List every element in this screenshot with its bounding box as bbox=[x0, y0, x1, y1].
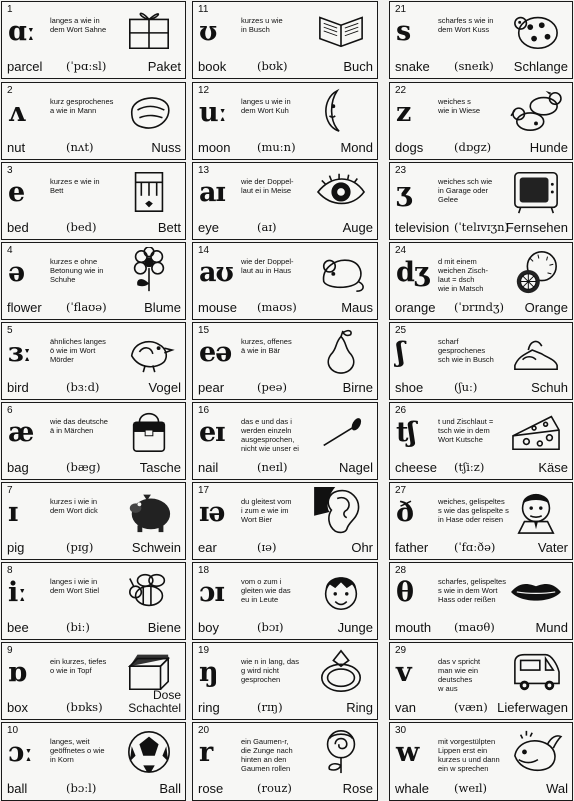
german-translation: Tasche bbox=[139, 460, 181, 475]
german-translation: Maus bbox=[341, 300, 373, 315]
ipa-transcription: (nʌt) bbox=[66, 140, 94, 154]
phoneme-card-11 bbox=[192, 1, 378, 79]
english-word: nail bbox=[198, 460, 219, 475]
german-translation: Paket bbox=[147, 59, 181, 74]
eye-icon bbox=[313, 167, 369, 215]
german-translation: Schwein bbox=[131, 540, 181, 555]
pronunciation-note: t und Zischlaut = tsch wie in dem Wort Kutsche bbox=[438, 417, 494, 444]
ipa-transcription: (bɔɪ) bbox=[257, 620, 284, 634]
card-number: 22 bbox=[395, 85, 407, 96]
phoneme-card-8 bbox=[1, 562, 186, 640]
german-translation: Bett bbox=[157, 220, 181, 235]
phoneme-card-28 bbox=[389, 562, 573, 640]
bag-icon bbox=[121, 407, 177, 455]
phoneme-card-26 bbox=[389, 402, 573, 480]
phoneme-card-30 bbox=[389, 722, 573, 801]
ipa-transcription: (aɪ) bbox=[257, 220, 277, 234]
ipa-transcription: (tʃiːz) bbox=[454, 460, 485, 474]
ipa-transcription: (neɪl) bbox=[257, 460, 288, 474]
ipa-transcription: (bʊk) bbox=[257, 59, 288, 73]
german-translation: Vater bbox=[537, 540, 568, 555]
card-number: 28 bbox=[395, 565, 407, 576]
phoneme-card-22 bbox=[389, 82, 573, 160]
ipa-transcription: (ˈpɑːsl) bbox=[66, 59, 107, 73]
english-word: ball bbox=[7, 781, 28, 796]
pronunciation-note: d mit einem weichen Zisch- laut = dsch wie in Matsch bbox=[438, 257, 489, 293]
phonetic-symbol: r bbox=[199, 737, 213, 768]
pronunciation-note: scharfes, gelispeltes s wie in dem Wort Hass oder reißen bbox=[438, 577, 506, 604]
phonetic-symbol: ʒ bbox=[396, 177, 411, 208]
ipa-transcription: (ˈfɑːðə) bbox=[454, 540, 496, 554]
card-number: 15 bbox=[198, 325, 210, 336]
english-word: book bbox=[198, 59, 227, 74]
phonetic-symbol: ɒ bbox=[8, 657, 26, 688]
ipa-transcription: (bɜːd) bbox=[66, 380, 100, 394]
phonetic-symbol: ɜː bbox=[8, 337, 32, 368]
english-word: parcel bbox=[7, 59, 43, 74]
english-word: orange bbox=[395, 300, 436, 315]
pronunciation-note: wie der Doppel- laut ei in Meise bbox=[241, 177, 294, 195]
phoneme-card-14 bbox=[192, 242, 378, 320]
german-translation: Dose Schachtel bbox=[128, 688, 181, 715]
english-word: ear bbox=[198, 540, 217, 555]
phonetic-symbol: dʒ bbox=[396, 257, 429, 288]
ipa-transcription: (pɪg) bbox=[66, 540, 94, 554]
snake-icon bbox=[508, 6, 564, 54]
phonetic-symbol: eɪ bbox=[199, 417, 225, 448]
ipa-transcription: (bæg) bbox=[66, 460, 101, 474]
phoneme-card-27 bbox=[389, 482, 573, 560]
english-word: bed bbox=[7, 220, 29, 235]
phonetic-symbol: æ bbox=[8, 417, 34, 448]
german-translation: Rose bbox=[342, 781, 373, 796]
ipa-transcription: (sneɪk) bbox=[454, 59, 494, 73]
dogs-icon bbox=[508, 87, 564, 135]
card-number: 30 bbox=[395, 725, 407, 736]
card-number: 27 bbox=[395, 485, 407, 496]
phonetic-symbol: uː bbox=[199, 97, 227, 128]
card-number: 6 bbox=[7, 405, 13, 416]
phonetic-symbol: iː bbox=[8, 577, 27, 608]
phoneme-card-19 bbox=[192, 642, 378, 720]
card-number: 29 bbox=[395, 645, 407, 656]
card-number: 5 bbox=[7, 325, 13, 336]
card-number: 21 bbox=[395, 4, 407, 15]
german-translation: Mond bbox=[340, 140, 373, 155]
phonetic-symbol: ɔɪ bbox=[199, 577, 224, 608]
pronunciation-note: langes u wie in dem Wort Kuh bbox=[241, 97, 291, 115]
card-number: 2 bbox=[7, 85, 13, 96]
phonetic-symbol: ð bbox=[396, 497, 414, 528]
ipa-transcription: (peə) bbox=[257, 380, 287, 394]
phonetic-symbol: ʊ bbox=[199, 16, 217, 47]
english-word: television bbox=[395, 220, 450, 235]
ipa-transcription: (ˈtelɪvɪʒn) bbox=[454, 220, 509, 234]
card-number: 11 bbox=[198, 4, 209, 15]
television-icon bbox=[508, 167, 564, 215]
card-number: 24 bbox=[395, 245, 407, 256]
phonetic-symbol: ʃ bbox=[396, 337, 404, 368]
ring-icon bbox=[313, 647, 369, 695]
german-translation: Buch bbox=[343, 59, 373, 74]
phoneme-card-4 bbox=[1, 242, 186, 320]
book-icon bbox=[313, 6, 369, 54]
boy-icon bbox=[313, 567, 369, 615]
phoneme-card-5 bbox=[1, 322, 186, 400]
pronunciation-note: weiches sch wie in Garage oder Gelee bbox=[438, 177, 493, 204]
pronunciation-note: kurzes, offenes ä wie in Bär bbox=[241, 337, 292, 355]
phonetic-symbol: v bbox=[396, 657, 411, 688]
nail-icon bbox=[313, 407, 369, 455]
ipa-transcription: (bed) bbox=[66, 220, 97, 234]
english-word: whale bbox=[395, 781, 429, 796]
pronunciation-note: ein kurzes, tiefes o wie in Topf bbox=[50, 657, 107, 675]
phonetic-symbol: ɪə bbox=[199, 497, 225, 528]
father-icon bbox=[508, 487, 564, 535]
bee-icon bbox=[121, 567, 177, 615]
card-number: 10 bbox=[7, 725, 19, 736]
bird-icon bbox=[121, 327, 177, 375]
ipa-transcription: (maʊθ) bbox=[454, 620, 495, 634]
phoneme-card-23 bbox=[389, 162, 573, 240]
ipa-transcription: (biː) bbox=[66, 620, 90, 634]
pronunciation-note: wie das deutsche ä in Märchen bbox=[50, 417, 108, 435]
card-number: 16 bbox=[198, 405, 210, 416]
ipa-transcription: (ʃuː) bbox=[454, 380, 478, 394]
shoe-icon bbox=[508, 327, 564, 375]
english-word: bag bbox=[7, 460, 29, 475]
ipa-transcription: (rouz) bbox=[257, 781, 292, 795]
phonetic-symbol: aɪ bbox=[199, 177, 225, 208]
card-number: 20 bbox=[198, 725, 210, 736]
ipa-transcription: (muːn) bbox=[257, 140, 296, 154]
german-translation: Orange bbox=[524, 300, 568, 315]
ball-icon bbox=[121, 727, 177, 775]
card-number: 4 bbox=[7, 245, 13, 256]
pronunciation-note: langes i wie in dem Wort Stiel bbox=[50, 577, 100, 595]
phonetic-symbol: z bbox=[396, 97, 411, 128]
pronunciation-note: wie n in lang, das g wird nicht gesprochen bbox=[241, 657, 299, 684]
phoneme-card-24 bbox=[389, 242, 573, 320]
german-translation: Lieferwagen bbox=[497, 700, 568, 715]
phonetic-symbol: eə bbox=[199, 337, 232, 368]
phoneme-card-25 bbox=[389, 322, 573, 400]
ipa-transcription: (maʊs) bbox=[257, 300, 297, 314]
pronunciation-note: kurzes e ohne Betonung wie in Schuhe bbox=[50, 257, 104, 284]
german-translation: Mund bbox=[535, 620, 568, 635]
card-number: 17 bbox=[198, 485, 210, 496]
card-number: 13 bbox=[198, 165, 210, 176]
box-icon bbox=[121, 647, 177, 695]
phoneme-card-7 bbox=[1, 482, 186, 560]
pronunciation-note: du gleitest vom i zum e wie im Wort Bier bbox=[241, 497, 292, 524]
phoneme-card-15 bbox=[192, 322, 378, 400]
phoneme-card-1 bbox=[1, 1, 186, 79]
pear-icon bbox=[313, 327, 369, 375]
german-translation: Käse bbox=[538, 460, 568, 475]
nut-icon bbox=[121, 87, 177, 135]
phoneme-card-18 bbox=[192, 562, 378, 640]
german-translation: Biene bbox=[147, 620, 181, 635]
german-translation: Nagel bbox=[339, 460, 373, 475]
pronunciation-note: ähnliches langes ö wie im Wort Mörder bbox=[50, 337, 106, 364]
german-translation: Wal bbox=[546, 781, 568, 796]
card-number: 23 bbox=[395, 165, 407, 176]
german-translation: Ohr bbox=[351, 540, 373, 555]
phoneme-card-21 bbox=[389, 1, 573, 79]
pig-icon bbox=[121, 487, 177, 535]
german-translation: Schuh bbox=[531, 380, 568, 395]
pronunciation-note: das e und das i werden einzeln ausgesprochen, nicht wie unser ei bbox=[241, 417, 299, 453]
card-number: 25 bbox=[395, 325, 407, 336]
phoneme-card-17 bbox=[192, 482, 378, 560]
orange-icon bbox=[508, 247, 564, 295]
phoneme-card-12 bbox=[192, 82, 378, 160]
ipa-transcription: (ˈflaʊə) bbox=[66, 300, 107, 314]
phonetic-symbol: s bbox=[396, 16, 411, 47]
phoneme-card-13 bbox=[192, 162, 378, 240]
german-translation: Schlange bbox=[513, 59, 568, 74]
phonetic-symbol: w bbox=[396, 737, 419, 768]
ipa-transcription: (rɪŋ) bbox=[257, 700, 283, 714]
ear-icon bbox=[313, 487, 369, 535]
pronunciation-note: ein Gaumen-r, die Zunge nach hinten an den Gaumen rollen bbox=[241, 737, 293, 773]
ipa-transcription: (bɔːl) bbox=[66, 781, 97, 795]
card-number: 14 bbox=[198, 245, 210, 256]
card-number: 7 bbox=[7, 485, 13, 496]
pronunciation-note: wie der Doppel- laut au in Haus bbox=[241, 257, 294, 275]
card-number: 19 bbox=[198, 645, 210, 656]
phonetic-symbol: ɔː bbox=[8, 737, 33, 768]
phonetic-symbol: ɪ bbox=[8, 497, 18, 528]
phoneme-card-6 bbox=[1, 402, 186, 480]
card-number: 18 bbox=[198, 565, 210, 576]
english-word: cheese bbox=[395, 460, 437, 475]
moon-icon bbox=[313, 87, 369, 135]
english-word: pig bbox=[7, 540, 25, 555]
ipa-transcription: (dɒgz) bbox=[454, 140, 492, 154]
card-number: 12 bbox=[198, 85, 210, 96]
phoneme-card-3 bbox=[1, 162, 186, 240]
bed-icon bbox=[121, 167, 177, 215]
english-word: father bbox=[395, 540, 429, 555]
card-number: 8 bbox=[7, 565, 13, 576]
pronunciation-note: kurzes e wie in Bett bbox=[50, 177, 100, 195]
pronunciation-note: mit vorgestülpten Lippen erst ein kurzes u und dann ein w sprechen bbox=[438, 737, 500, 773]
pronunciation-note: das v spricht man wie ein deutsches w aus bbox=[438, 657, 481, 693]
card-number: 9 bbox=[7, 645, 13, 656]
phoneme-card-16 bbox=[192, 402, 378, 480]
english-word: snake bbox=[395, 59, 430, 74]
whale-icon bbox=[508, 727, 564, 775]
card-number: 26 bbox=[395, 405, 407, 416]
english-word: ring bbox=[198, 700, 220, 715]
english-word: rose bbox=[198, 781, 224, 796]
pronunciation-note: langes, weit geöffnetes o wie in Korn bbox=[50, 737, 105, 764]
german-translation: Birne bbox=[342, 380, 373, 395]
pronunciation-note: kurzes u wie in Busch bbox=[241, 16, 283, 34]
phoneme-card-2 bbox=[1, 82, 186, 160]
phonetic-symbol: e bbox=[8, 177, 25, 208]
ipa-transcription: (bɒks) bbox=[66, 700, 103, 714]
mouse-icon bbox=[313, 247, 369, 295]
pronunciation-note: kurz gesprochenes a wie in Mann bbox=[50, 97, 114, 115]
ipa-transcription: (weɪl) bbox=[454, 781, 487, 795]
german-translation: Ring bbox=[346, 700, 373, 715]
ipa-transcription: (ɪə) bbox=[257, 540, 277, 554]
pronunciation-note: vom o zum i gleiten wie das eu in Leute bbox=[241, 577, 291, 604]
van-icon bbox=[508, 647, 564, 695]
ipa-transcription: (væn) bbox=[454, 700, 488, 714]
english-word: box bbox=[7, 700, 28, 715]
phonetic-symbol: ʌ bbox=[8, 97, 25, 128]
parcel-icon bbox=[121, 6, 177, 54]
german-translation: Vogel bbox=[148, 380, 181, 395]
rose-icon bbox=[313, 727, 369, 775]
phoneme-card-9 bbox=[1, 642, 186, 720]
phoneme-card-10 bbox=[1, 722, 186, 801]
german-translation: Hunde bbox=[529, 140, 568, 155]
english-word: shoe bbox=[395, 380, 424, 395]
german-translation: Blume bbox=[144, 300, 181, 315]
english-word: eye bbox=[198, 220, 219, 235]
flower-icon bbox=[121, 247, 177, 295]
english-word: bird bbox=[7, 380, 29, 395]
phonetic-symbol: aʊ bbox=[199, 257, 233, 288]
english-word: mouth bbox=[395, 620, 432, 635]
german-translation: Fernsehen bbox=[505, 220, 568, 235]
card-number: 3 bbox=[7, 165, 13, 176]
english-word: mouse bbox=[198, 300, 238, 315]
ipa-transcription: (ˈɒrɪndʒ) bbox=[454, 300, 504, 314]
german-translation: Nuss bbox=[151, 140, 181, 155]
english-word: van bbox=[395, 700, 416, 715]
phonetic-symbol: ɑː bbox=[8, 16, 35, 47]
pronunciation-note: weiches, gelispeltes s wie das gelispelte s in Hase oder reisen bbox=[438, 497, 509, 524]
card-number: 1 bbox=[7, 4, 13, 15]
german-translation: Junge bbox=[337, 620, 373, 635]
phoneme-card-29 bbox=[389, 642, 573, 720]
cheese-icon bbox=[508, 407, 564, 455]
phonetic-symbol: tʃ bbox=[396, 417, 416, 448]
german-translation: Auge bbox=[342, 220, 373, 235]
english-word: boy bbox=[198, 620, 219, 635]
phonetic-symbol: ə bbox=[8, 257, 25, 288]
german-translation: Ball bbox=[159, 781, 181, 796]
pronunciation-note: scharfes s wie in dem Wort Kuss bbox=[438, 16, 494, 34]
english-word: dogs bbox=[395, 140, 424, 155]
pronunciation-note: weiches s wie in Wiese bbox=[438, 97, 481, 115]
english-word: nut bbox=[7, 140, 26, 155]
phonetic-symbol: ŋ bbox=[199, 657, 218, 688]
english-word: flower bbox=[7, 300, 42, 315]
english-word: pear bbox=[198, 380, 225, 395]
english-word: bee bbox=[7, 620, 29, 635]
mouth-icon bbox=[508, 567, 564, 615]
english-word: moon bbox=[198, 140, 231, 155]
pronunciation-note: scharf gesprochenes sch wie in Busch bbox=[438, 337, 494, 364]
phoneme-card-20 bbox=[192, 722, 378, 801]
pronunciation-note: kurzes i wie in dem Wort dick bbox=[50, 497, 98, 515]
phonetic-symbol: θ bbox=[396, 577, 414, 608]
pronunciation-note: langes a wie in dem Wort Sahne bbox=[50, 16, 107, 34]
